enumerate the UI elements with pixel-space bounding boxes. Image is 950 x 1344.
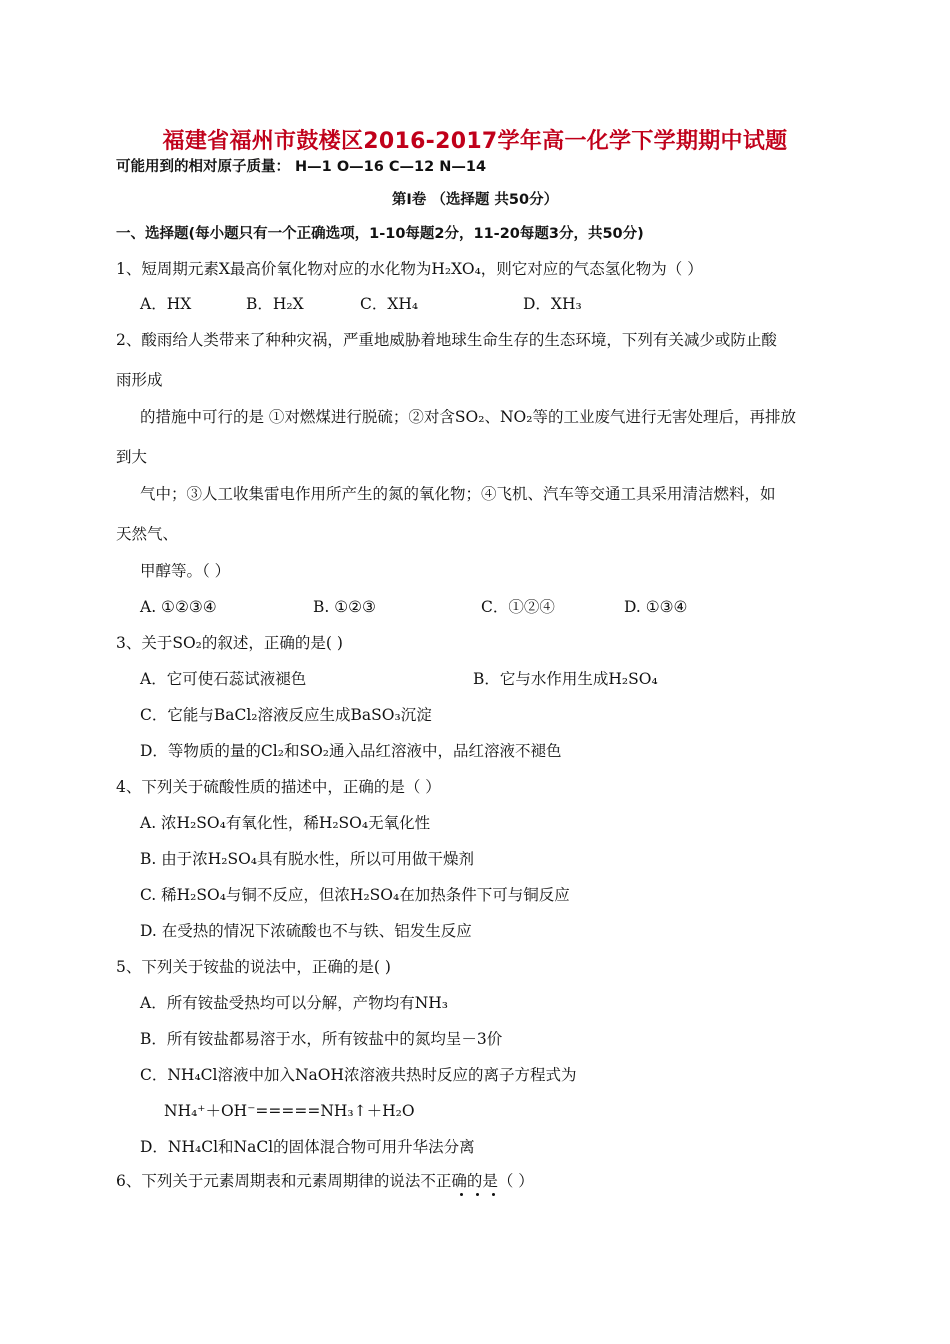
emphasis-dot: [460, 1193, 463, 1196]
question-5-option-c: C．NH₄Cl溶液中加入NaOH浓溶液共热时反应的离子方程式为: [140, 1066, 577, 1084]
question-2-option-c: C．①②④: [481, 598, 555, 616]
question-2-line-6: 天然气、: [116, 525, 179, 543]
atomic-masses-note: 可能用到的相对原子质量： H—1 O—16 C—12 N—14: [116, 159, 487, 175]
question-4-option-a: A. 浓H₂SO₄有氧化性，稀H₂SO₄无氧化性: [140, 814, 431, 832]
emphasis-dot: [492, 1193, 495, 1196]
question-1-option-b: B．H₂X: [246, 295, 304, 313]
exam-title: 福建省福州市鼓楼区2016-2017学年高一化学下学期期中试题: [162, 129, 788, 154]
question-6-stem: 6、下列关于元素周期表和元素周期律的说法不正确的是（ ）: [116, 1172, 534, 1190]
question-5-option-d: D．NH₄Cl和NaCl的固体混合物可用升华法分离: [140, 1138, 475, 1156]
question-2-line-3: 的措施中可行的是 ①对燃煤进行脱硫；②对含SO₂、NO₂等的工业废气进行无害处理后，再排放: [140, 408, 796, 426]
question-3-option-a: A．它可使石蕊试液褪色: [140, 670, 307, 688]
question-2-line-1: 2、酸雨给人类带来了种种灾祸，严重地威胁着地球生命生存的生态环境，下列有关减少或防止酸: [116, 331, 777, 349]
question-1-option-d: D．XH₃: [523, 295, 582, 313]
emphasis-dot: [476, 1193, 479, 1196]
question-4-option-d: D. 在受热的情况下浓硫酸也不与铁、铝发生反应: [140, 922, 472, 940]
question-4-option-c: C. 稀H₂SO₄与铜不反应，但浓H₂SO₄在加热条件下可与铜反应: [140, 886, 570, 904]
question-2-line-4: 到大: [116, 448, 148, 466]
question-2-option-d: D. ①③④: [624, 598, 688, 616]
question-2-line-5: 气中；③人工收集雷电作用所产生的氮的氧化物；④飞机、汽车等交通工具采用清洁燃料，如: [140, 485, 776, 503]
question-1-option-c: C．XH₄: [360, 295, 419, 313]
question-2-line-7: 甲醇等。（ ）: [140, 562, 231, 580]
question-5-option-b: B．所有铵盐都易溶于水，所有铵盐中的氮均呈－3价: [140, 1030, 503, 1048]
question-2-option-a: A. ①②③④: [140, 598, 217, 616]
section-heading: 第Ⅰ卷 （选择题 共50分）: [391, 192, 559, 208]
question-3-option-b: B．它与水作用生成H₂SO₄: [473, 670, 658, 688]
question-4-option-b: B. 由于浓H₂SO₄具有脱水性，所以可用做干燥剂: [140, 850, 475, 868]
part-heading: 一、选择题(每小题只有一个正确选项，1-10每题2分，11-20每题3分，共50分): [116, 226, 644, 242]
question-5-option-c-equation: NH₄⁺＋OH⁻=====NH₃↑＋H₂O: [164, 1102, 415, 1120]
question-1-option-a: A．HX: [140, 295, 192, 313]
question-1-stem: 1、短周期元素X最高价氧化物对应的水化物为H₂XO₄，则它对应的气态氢化物为（ ）: [116, 260, 703, 278]
question-3-stem: 3、关于SO₂的叙述，正确的是( ): [116, 634, 343, 652]
question-2-option-b: B. ①②③: [313, 598, 376, 616]
question-5-stem: 5、下列关于铵盐的说法中，正确的是( ): [116, 958, 391, 976]
question-3-option-d: D．等物质的量的Cl₂和SO₂通入品红溶液中，品红溶液不褪色: [140, 742, 562, 760]
question-3-option-c: C．它能与BaCl₂溶液反应生成BaSO₃沉淀: [140, 706, 432, 724]
question-4-stem: 4、下列关于硫酸性质的描述中，正确的是（ ）: [116, 778, 441, 796]
question-5-option-a: A．所有铵盐受热均可以分解，产物均有NH₃: [140, 994, 448, 1012]
question-2-line-2: 雨形成: [116, 371, 163, 389]
